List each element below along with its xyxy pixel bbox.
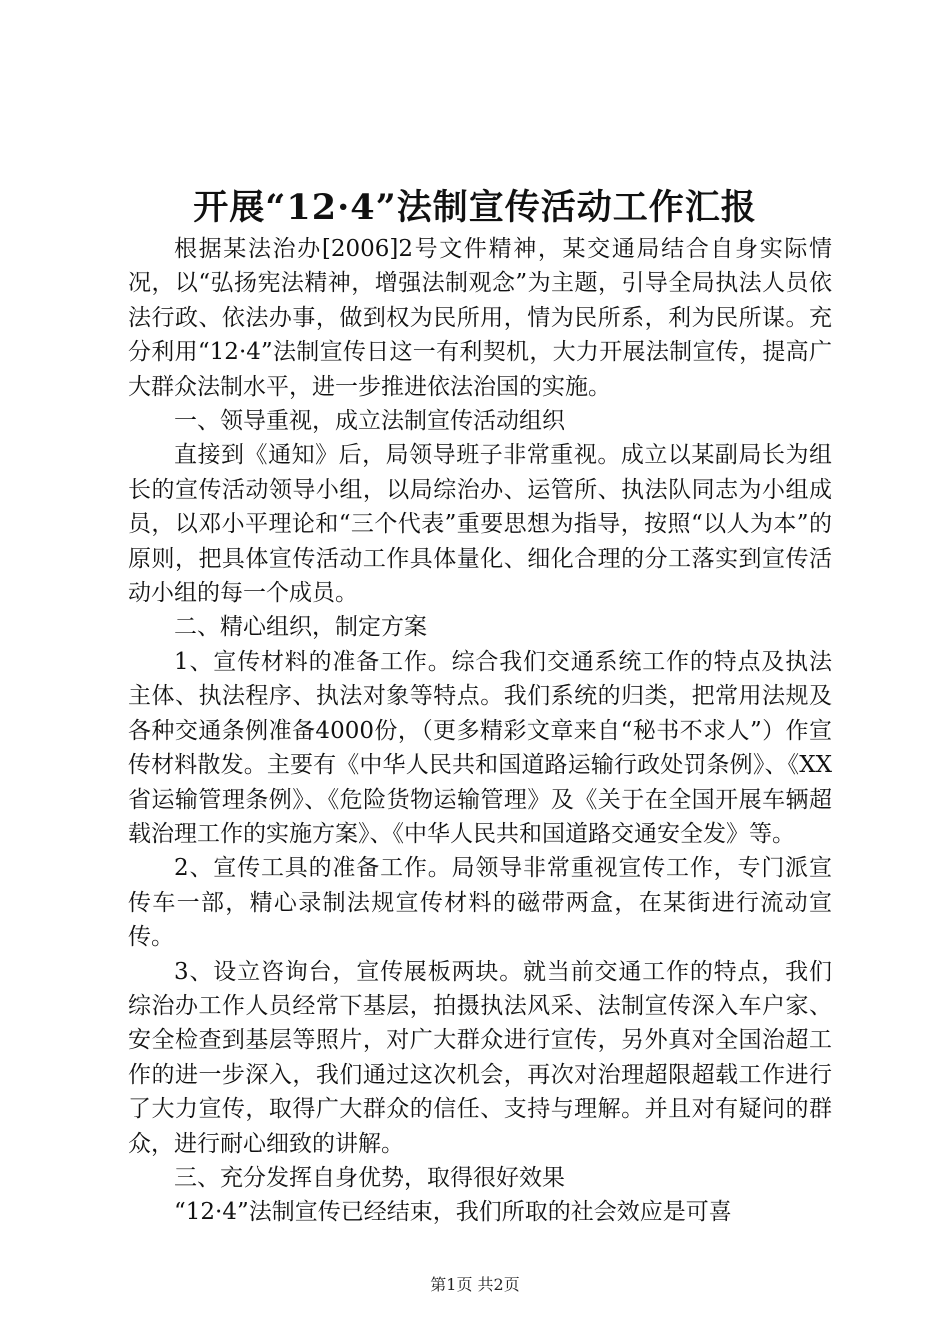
section-2-item-3: 3、设立咨询台，宣传展板两块。就当前交通工作的特点，我们综治办工作人员经常下基层，拍摄执法风采、法制宣传深入车户家、安全检查到基层等照片，对广大群众进行宣传，另外真对全国治超工作的进一步深入，我们通过这次机会，再次对治理超限超载工作进行了大力宣传，取得广大群众的信任、支持与理解。并且对有疑问的群众，进行耐心细致的讲解。: [128, 958, 832, 1157]
section-2-item-1: 1、宣传材料的准备工作。综合我们交通系统工作的特点及执法主体、执法程序、执法对象等特点。我们系统的归类，把常用法规及各种交通条例准备4000份，（更多精彩文章来自“秘书不求人”）作宣传材料散发。主要有《中华人民共和国道路运输行政处罚条例》、《XX省运输管理条例》、《危险货物运输管理》及《关于在全国开展车辆超载治理工作的实施方案》、《中华人民共和国道路交通安全发》等。: [128, 648, 832, 847]
section-heading-1: 一、领导重视，成立法制宣传活动组织: [174, 408, 565, 435]
section-heading-2: 二、精心组织，制定方案: [174, 614, 427, 641]
document-body: [128, 232, 832, 1230]
section-2-item-2: 2、宣传工具的准备工作。局领导非常重视宣传工作，专门派宣传车一部，精心录制法规宣传材料的磁带两盒，在某街进行流动宣传。: [128, 855, 832, 951]
intro-paragraph: 根据某法治办[2006]2号文件精神，某交通局结合自身实际情况，以“弘扬宪法精神，增强法制观念”为主题，引导全局执法人员依法行政、依法办事，做到权为民所用，情为民所系，利为民所谋。充分利用“12·4”法制宣传日这一有利契机，大力开展法制宣传，提高广大群众法制水平，进一步推进依法治国的实施。: [128, 236, 832, 400]
document-title: 开展“12·4”法制宣传活动工作汇报: [193, 187, 757, 228]
page-footer: 第1页 共2页: [430, 1275, 520, 1294]
section-heading-3: 三、充分发挥自身优势，取得很好效果: [174, 1164, 565, 1191]
section-3-paragraph: “12·4”法制宣传已经结束，我们所取的社会效应是可喜: [174, 1199, 732, 1226]
section-1-paragraph: 直接到《通知》后，局领导班子非常重视。成立以某副局长为组长的宣传活动领导小组，以局综治办、运管所、执法队同志为小组成员，以邓小平理论和“三个代表”重要思想为指导，按照“以人为本”的原则，把具体宣传活动工作具体量化、细化合理的分工落实到宣传活动小组的每一个成员。: [128, 442, 832, 607]
